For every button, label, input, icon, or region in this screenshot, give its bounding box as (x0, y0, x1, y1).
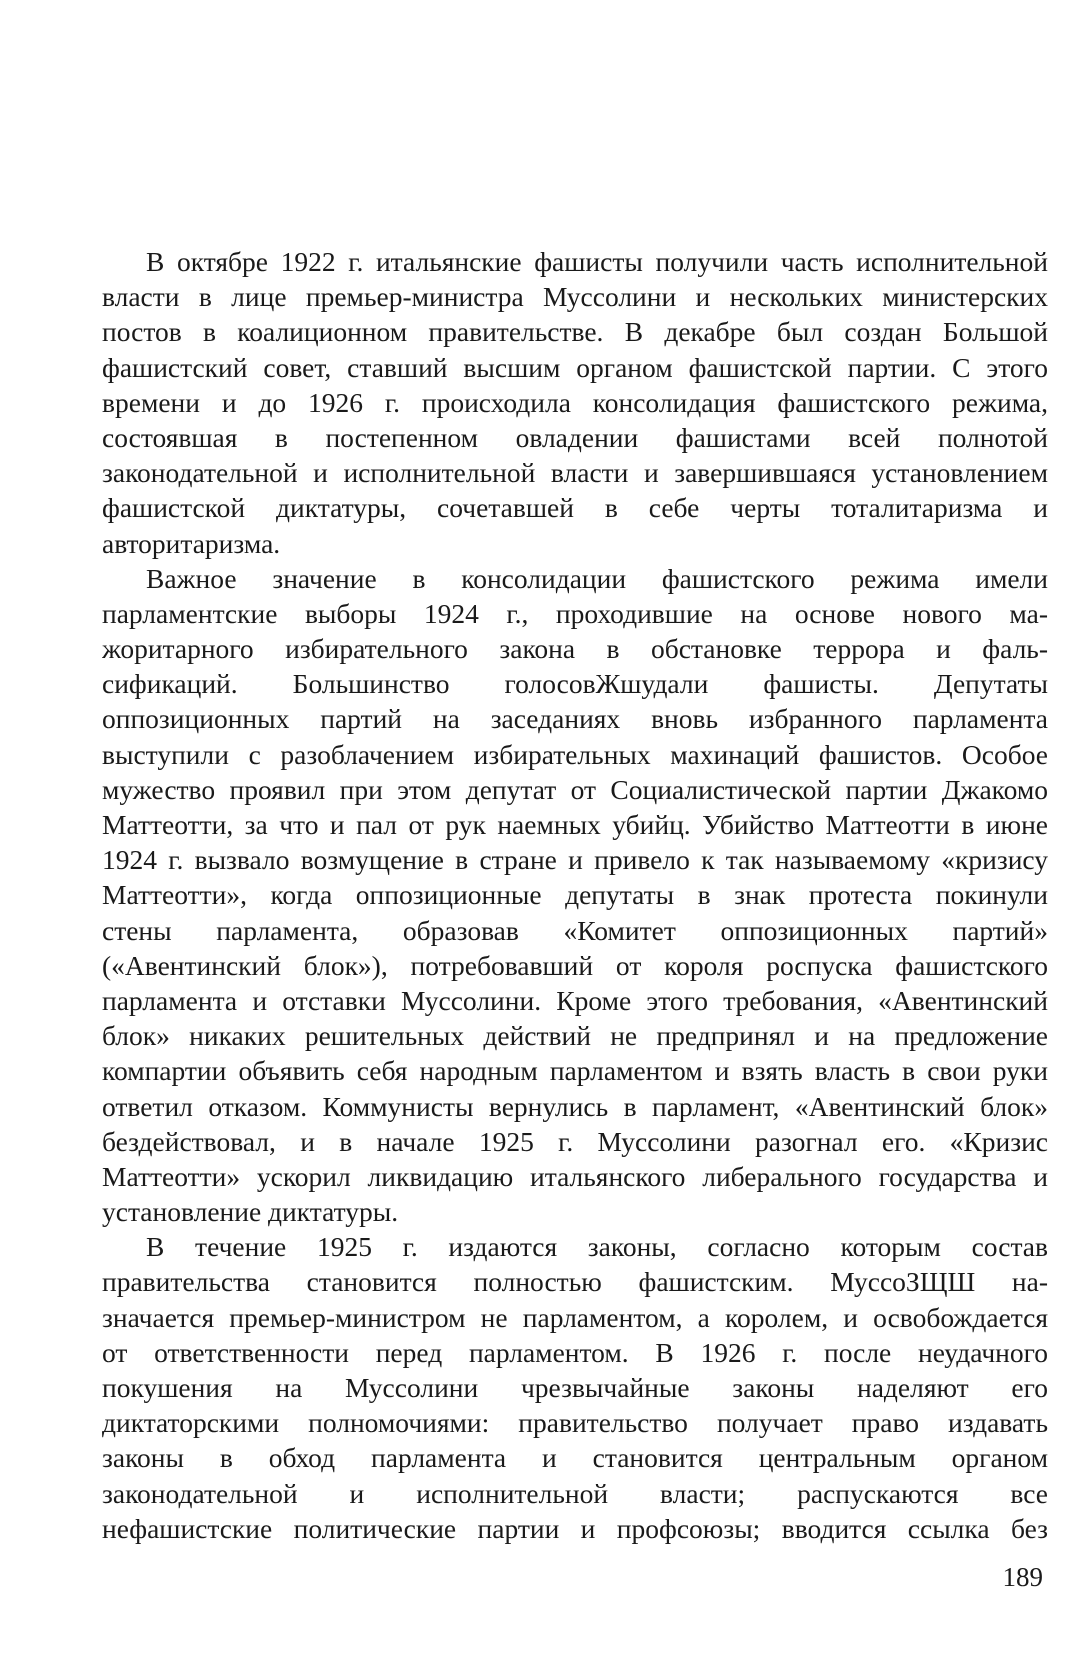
text-line: установление диктатуры. (102, 1196, 399, 1228)
text-line: нефашистские политические партии и профсоюзы; вводится ссылка без (102, 1512, 1048, 1544)
text-line: значается премьер-министром не парламентом, а королем, и освобождается (102, 1301, 1048, 1333)
text-line: фашистской диктатуры, сочетавшей в себе черты тоталитаризма и (102, 492, 1048, 524)
paragraph (102, 561, 1048, 1230)
text-line: стены парламента, образовав «Комитет оппозиционных партий» (102, 914, 1048, 946)
text-line: времени и до 1926 г. происходила консолидация фашистского режима, (102, 386, 1048, 418)
text-line: Маттеотти» ускорил ликвидацию итальянского либерального государства и (102, 1160, 1048, 1192)
body-text (102, 244, 1048, 1546)
text-line: 1924 г. вызвало возмущение в стране и привело к так называемому «кризису (102, 844, 1048, 876)
text-line: авторитаризма. (102, 527, 281, 559)
text-line: компартии объявить себя народным парламентом и взять власть в свои руки (102, 1055, 1048, 1087)
text-line: жоритарного избирательного закона в обстановке террора и фаль- (102, 633, 1048, 665)
text-line: мужество проявил при этом депутат от Социалистической партии Джакомо (102, 773, 1048, 805)
text-line: («Авентинский блок»), потребовавший от короля роспуска фашистского (102, 949, 1048, 981)
text-line: блок» никаких решительных действий не предпринял и на предложение (102, 1020, 1048, 1052)
text-line: диктаторскими полномочиями: правительство получает право издавать (102, 1407, 1048, 1439)
text-line: Маттеотти», когда оппозиционные депутаты в знак протеста покинули (102, 879, 1048, 911)
text-line: законодательной и исполнительной власти; распускаются все (102, 1477, 1048, 1509)
text-line: правительства становится полностью фашистским. МуссоЗЩШ на- (102, 1266, 1048, 1298)
text-line: власти в лице премьер-министра Муссолини и нескольких министерских (102, 281, 1048, 313)
text-line: от ответственности перед парламентом. В 1926 г. после неудачного (102, 1336, 1048, 1368)
text-line: сификаций. Большинство голосовЖшудали фашисты. Депутаты (102, 668, 1048, 700)
text-line: фашистский совет, ставший высшим органом фашистской партии. С этого (102, 351, 1048, 383)
text-line: оппозиционных партий на заседаниях вновь избранного парламента (102, 703, 1048, 735)
page-number: 189 (1002, 1562, 1043, 1592)
text-line: бездействовал, и в начале 1925 г. Муссолини разогнал его. «Кризис (102, 1125, 1048, 1157)
text-line: законы в обход парламента и становится центральным органом (102, 1442, 1048, 1474)
text-line: В октябре 1922 г. итальянские фашисты получили часть исполнительной (146, 246, 1048, 277)
paragraph (102, 244, 1048, 561)
text-line: выступили с разоблачением избирательных махинаций фашистов. Особое (102, 738, 1048, 770)
text-line: состоявшая в постепенном овладении фашистами всей полнотой (102, 421, 1048, 453)
text-line: покушения на Муссолини чрезвычайные законы наделяют его (102, 1372, 1048, 1403)
text-line: законодательной и исполнительной власти и завершившаяся установлением (102, 457, 1048, 489)
paragraph (102, 1229, 1048, 1546)
text-line: Важное значение в консолидации фашистского режима имели (146, 562, 1048, 594)
text-line: ответил отказом. Коммунисты вернулись в парламент, «Авентинский блок» (102, 1090, 1048, 1122)
text-line: В течение 1925 г. издаются законы, согласно которым состав (146, 1231, 1048, 1263)
text-line: Маттеотти, за что и пал от рук наемных убийц. Убийство Маттеотти в июне (102, 809, 1048, 840)
text-line: парламентские выборы 1924 г., проходившие на основе нового ма- (102, 597, 1048, 629)
text-line: парламента и отставки Муссолини. Кроме этого требования, «Авентинский (102, 984, 1048, 1016)
text-line: постов в коалиционном правительстве. В декабре был создан Большой (102, 316, 1048, 348)
